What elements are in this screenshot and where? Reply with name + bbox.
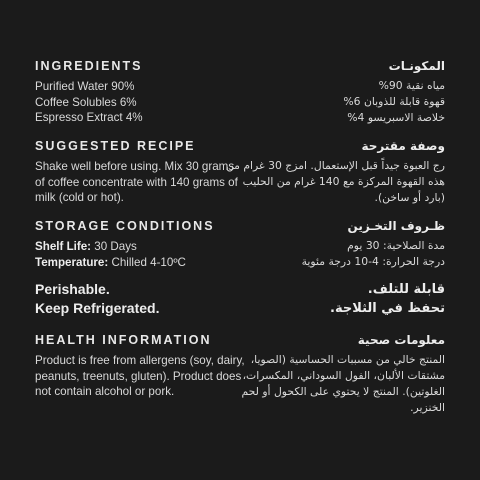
ingredient-item: قهوة قابلة للذوبان 6%	[343, 95, 445, 108]
temperature-label: Temperature:	[35, 255, 109, 269]
ingredient-item: Espresso Extract 4%	[35, 111, 143, 124]
keep-refrigerated-text-en: Keep Refrigerated.	[35, 300, 160, 316]
notice-section-en	[35, 280, 250, 318]
health-section-en	[35, 333, 250, 400]
storage-section-ar	[225, 219, 445, 270]
recipe-heading-ar: وصفة مقترحة	[361, 139, 445, 153]
keep-refrigerated-text-ar: تحفظ في الثلاجة.	[330, 301, 445, 316]
storage-heading-en: STORAGE CONDITIONS	[35, 219, 215, 233]
perishable-text-ar: قابلة للتلف.	[367, 282, 445, 297]
perishable-text-en: Perishable.	[35, 281, 110, 297]
health-text-ar: المنتج خالي من مسببات الحساسية (الصويا، مشتقات الألبان، الفول السوداني، المكسرات، الغلوتين). المنتج لا يحتوي على الكحول أو لحم الخنزير.	[241, 353, 445, 414]
recipe-text-en: Shake well before using. Mix 30 grams of coffee concentrate with 140 grams of milk (cold or hot).	[35, 160, 238, 204]
shelf-life-line	[35, 239, 250, 255]
shelf-life-value: 30 Days	[91, 240, 137, 253]
recipe-heading-en: SUGGESTED RECIPE	[35, 139, 196, 153]
ingredients-section-en	[35, 59, 250, 126]
recipe-section-ar	[225, 139, 445, 206]
health-text-en: Product is free from allergens (soy, dairy, peanuts, treenuts, gluten). Product does not contain alcohol or pork.	[35, 354, 245, 398]
ingredient-item: خلاصة الاسبريسو 4%	[347, 111, 445, 124]
shelf-life-line-ar: مدة الصلاحية: 30 يوم	[347, 239, 445, 252]
ingredients-list-en	[35, 79, 250, 126]
health-heading-ar: معلومات صحية	[357, 333, 445, 347]
ingredients-list-ar	[225, 78, 445, 126]
ingredient-item: مياه نقية 90%	[378, 79, 445, 92]
temperature-line-ar: درجة الحرارة: 4-10 درجة مئوية	[301, 255, 445, 268]
storage-heading-ar: ظـروف التخـزين	[347, 219, 445, 233]
ingredients-section-ar	[225, 59, 445, 126]
ingredients-heading-ar: المكونـات	[388, 59, 445, 73]
ingredient-item: Coffee Solubles 6%	[35, 95, 137, 109]
recipe-section-en	[35, 139, 250, 206]
ingredients-heading-en: INGREDIENTS	[35, 59, 143, 73]
notice-section-ar	[225, 280, 445, 318]
temperature-line	[35, 255, 250, 271]
storage-details-en	[35, 239, 250, 270]
storage-section-en	[35, 219, 250, 270]
shelf-life-label: Shelf Life:	[35, 240, 92, 253]
ingredient-item: Purified Water 90%	[35, 80, 135, 93]
health-heading-en: HEALTH INFORMATION	[35, 333, 212, 347]
health-section-ar	[225, 333, 445, 416]
temperature-value: Chilled 4-10ºC	[108, 255, 186, 269]
recipe-text-ar: رج العبوة جيداً قبل الإستعمال. امزج 30 غرام من هذه القهوة المركزة مع 140 غرام من الحليب (بارد أو ساخن).	[225, 159, 445, 204]
storage-details-ar	[225, 238, 445, 270]
